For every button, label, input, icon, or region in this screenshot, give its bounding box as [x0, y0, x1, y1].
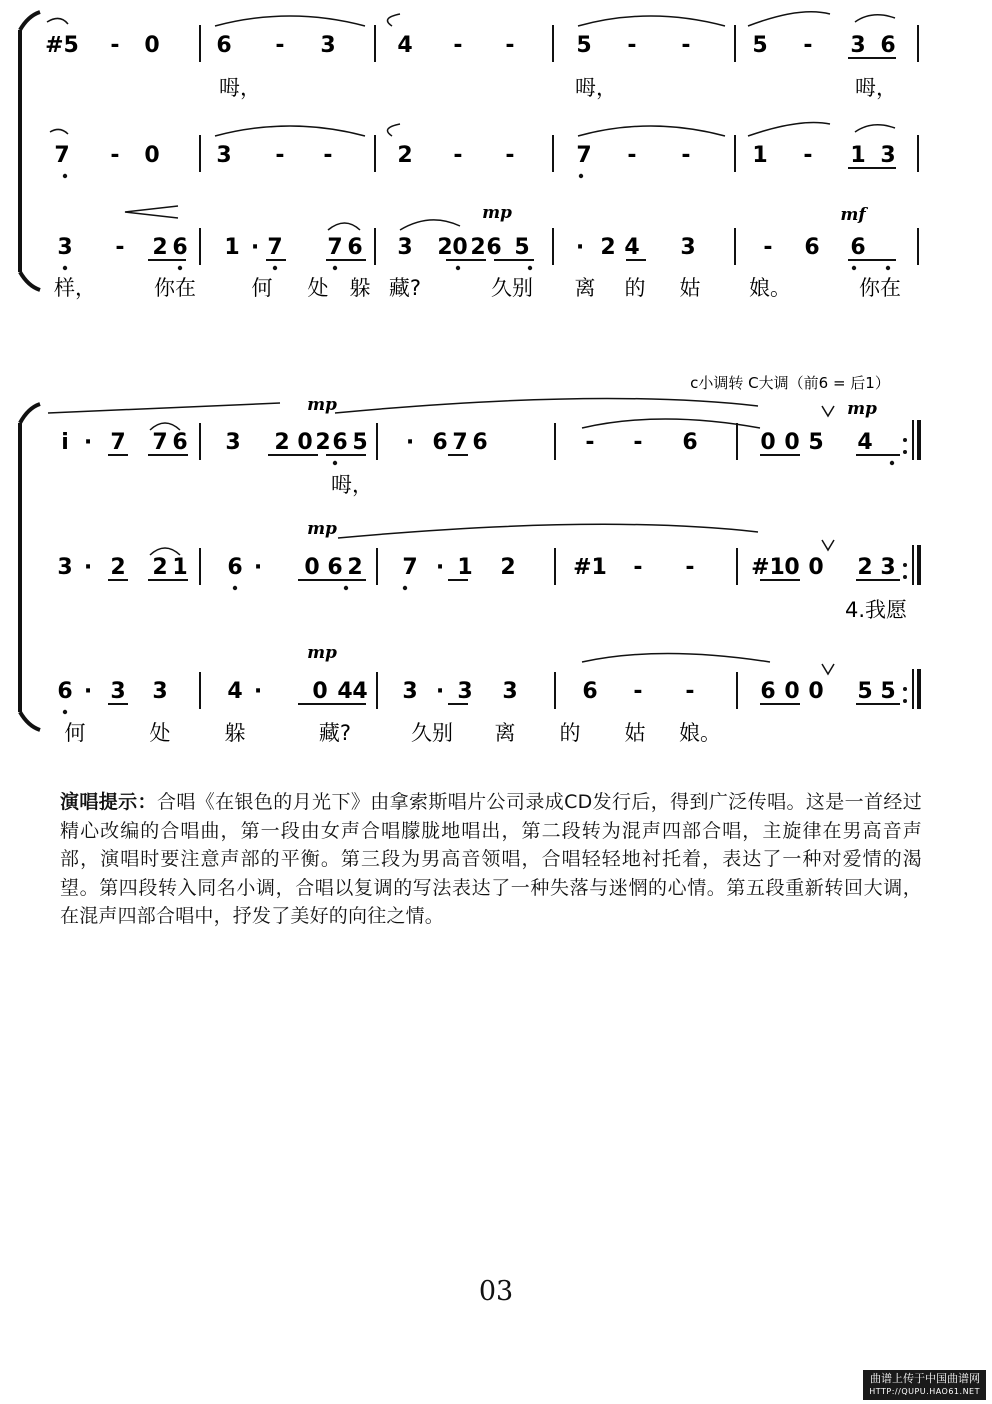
- key-change-note: c小调转 C大调（前6 = 后1）: [690, 374, 890, 392]
- s2-staff2-note-10: 7: [402, 555, 418, 580]
- s2-staff1-note-6: 2: [274, 430, 290, 455]
- s1-staff1-note-5: 3: [320, 33, 336, 58]
- s2-staff3-dynamic-0: mp: [307, 643, 337, 663]
- s1-staff1-note-1: -: [110, 33, 120, 58]
- s2-staff3-lyric-2: 躲: [224, 721, 246, 745]
- s1-staff3-note-1: -: [115, 235, 125, 260]
- s1-staff3-note-4: 1: [224, 235, 240, 260]
- s2-staff3-note-20: 5: [880, 679, 896, 704]
- s1-staff2-note-0: 7: [54, 143, 70, 168]
- tip-label: 演唱提示：: [60, 791, 157, 813]
- s2-staff2-note-8: 6: [327, 555, 343, 580]
- s1-staff3-note-17: 4: [624, 235, 640, 260]
- s1-staff3-note-7: 7: [327, 235, 343, 260]
- s1-staff1-note-7: -: [453, 33, 463, 58]
- s2-staff1-note-5: 3: [225, 430, 241, 455]
- s2-staff1-note-9: 6: [332, 430, 348, 455]
- s1-staff1-note-4: -: [275, 33, 285, 58]
- s2-staff1-note-19: 0: [784, 430, 800, 455]
- s1-staff3-note-19: -: [763, 235, 773, 260]
- s2-staff3-note-10: ·: [435, 679, 445, 704]
- s1-staff3-note-21: 6: [850, 235, 866, 260]
- s1-staff2-note-6: 2: [397, 143, 413, 168]
- s2-staff3-note-6: 0: [312, 679, 328, 704]
- s1-staff3-note-12: 2: [470, 235, 486, 260]
- s2-staff3-note-16: 6: [760, 679, 776, 704]
- s1-staff1-note-13: -: [803, 33, 813, 58]
- s2-staff1-note-4: 6: [172, 430, 188, 455]
- s1-staff2-note-14: 1: [850, 143, 866, 168]
- s2-staff2-note-0: 3: [57, 555, 73, 580]
- s2-staff1-note-16: -: [633, 430, 643, 455]
- s2-staff1-note-7: 0: [297, 430, 313, 455]
- s2-staff3-note-1: ·: [83, 679, 93, 704]
- tip-text: 合唱《在银色的月光下》由拿索斯唱片公司录成CD发行后，得到广泛传唱。这是一首经过精心改编的合唱曲，第一段由女声合唱朦胧地唱出，第二段转为混声四部合唱，主旋律在男高音声部，演唱时要注意声部的平衡。第三段为男高音领唱，合唱轻轻地衬托着，表达了一种对爱情的渴望。第四段转入同名小调，合唱以复调的写法表达了一种失落与迷惘的心情。第五段重新转回大调，在混声四部合唱中，抒发了美好的向往之情。: [60, 791, 922, 927]
- s1-staff1-note-6: 4: [397, 33, 413, 58]
- s1-staff3-dynamic-1: mf: [840, 205, 866, 225]
- s2-staff2-note-13: 2: [500, 555, 516, 580]
- s2-staff1-lyric-0: 呣，: [331, 473, 373, 497]
- s2-staff2-note-3: 2: [152, 555, 168, 580]
- s2-staff2-note-6: ·: [253, 555, 263, 580]
- page-number: 03: [478, 1276, 514, 1307]
- s1-staff3-note-2: 2: [152, 235, 168, 260]
- s2-staff3-note-5: ·: [253, 679, 263, 704]
- s1-staff2-note-13: -: [803, 143, 813, 168]
- s2-staff3-note-4: 4: [227, 679, 243, 704]
- s2-staff2-note-7: 0: [304, 555, 320, 580]
- s2-staff3-note-18: 0: [808, 679, 824, 704]
- s2-staff1-note-15: -: [585, 430, 595, 455]
- performance-tip: [60, 788, 922, 931]
- s2-staff3-note-9: 3: [402, 679, 418, 704]
- s1-staff3-lyric-0: 样，: [54, 276, 96, 300]
- s2-staff2-lyric-0: 4.我愿: [844, 598, 908, 622]
- s1-staff3-note-3: 6: [172, 235, 188, 260]
- s1-staff1-lyric-1: 呣，: [575, 76, 617, 100]
- s1-staff3-lyric-11: 你在: [859, 276, 901, 300]
- s2-staff1-dynamic-1: mp: [847, 399, 877, 419]
- s1-staff1-lyric-2: 呣，: [855, 76, 897, 100]
- s2-staff3-lyric-3: 藏?: [318, 721, 352, 745]
- s2-staff3-note-2: 3: [110, 679, 126, 704]
- s1-staff3-note-6: 7: [267, 235, 283, 260]
- s1-staff1-note-3: 6: [216, 33, 232, 58]
- s2-staff2-note-12: 1: [457, 555, 473, 580]
- s1-staff3-lyric-7: 离: [574, 276, 596, 300]
- s2-staff1-note-2: 7: [110, 430, 126, 455]
- s1-staff3-note-9: 3: [397, 235, 413, 260]
- s1-staff1-note-2: 0: [144, 33, 160, 58]
- s2-staff3-note-15: -: [685, 679, 695, 704]
- s2-staff3-note-19: 5: [857, 679, 873, 704]
- s1-staff3-note-11: 0: [452, 235, 468, 260]
- s1-staff3-lyric-5: 藏?: [388, 276, 422, 300]
- footer-url: HTTP://QUPU.HAO61.NET: [869, 1387, 980, 1396]
- s1-staff3-lyric-1: 你在: [154, 276, 196, 300]
- s1-staff3-note-0: 3: [57, 235, 73, 260]
- s1-staff1-note-12: 5: [752, 33, 768, 58]
- s1-staff2-note-3: 3: [216, 143, 232, 168]
- s1-staff3-note-13: 6: [486, 235, 502, 260]
- s2-staff2-note-9: 2: [347, 555, 363, 580]
- s2-staff3-note-12: 3: [502, 679, 518, 704]
- s1-staff1-note-14: 3: [850, 33, 866, 58]
- s2-staff1-note-21: 4: [857, 430, 873, 455]
- s1-staff3-lyric-10: 娘。: [749, 276, 791, 300]
- s2-staff3-note-13: 6: [582, 679, 598, 704]
- s1-staff2-note-15: 3: [880, 143, 896, 168]
- s2-staff1-note-13: 7: [452, 430, 468, 455]
- s1-staff3-lyric-2: 何: [251, 276, 273, 300]
- s2-staff3-lyric-8: 娘。: [679, 721, 721, 745]
- s2-staff2-note-17: #1: [751, 555, 785, 580]
- s2-staff1-note-14: 6: [472, 430, 488, 455]
- s2-staff3-lyric-1: 处: [149, 721, 171, 745]
- s2-staff2-note-2: 2: [110, 555, 126, 580]
- s1-staff2-note-10: -: [627, 143, 637, 168]
- s1-staff1-note-15: 6: [880, 33, 896, 58]
- s2-staff3-note-7: 4: [337, 679, 353, 704]
- s2-staff3-note-14: -: [633, 679, 643, 704]
- s2-staff1-note-12: 6: [432, 430, 448, 455]
- s1-staff3-note-10: 2: [437, 235, 453, 260]
- s2-staff1-dynamic-0: mp: [307, 395, 337, 415]
- s2-staff2-dynamic-0: mp: [307, 519, 337, 539]
- s2-staff3-lyric-4: 久别: [411, 721, 453, 745]
- site-footer: [863, 1370, 986, 1400]
- s1-staff2-note-8: -: [505, 143, 515, 168]
- s1-staff1-note-9: 5: [576, 33, 592, 58]
- s1-staff3-note-5: ·: [250, 235, 260, 260]
- s2-staff2-note-18: 0: [784, 555, 800, 580]
- s1-staff3-note-15: ·: [575, 235, 585, 260]
- s1-staff2-note-4: -: [275, 143, 285, 168]
- s2-staff3-note-8: 4: [352, 679, 368, 704]
- s2-staff2-note-21: 3: [880, 555, 896, 580]
- footer-line1: 曲谱上传于中国曲谱网: [870, 1372, 980, 1385]
- s2-staff2-note-16: -: [685, 555, 695, 580]
- s2-staff2-note-19: 0: [808, 555, 824, 580]
- s2-staff1-note-18: 0: [760, 430, 776, 455]
- s1-staff2-note-12: 1: [752, 143, 768, 168]
- s2-staff2-note-11: ·: [435, 555, 445, 580]
- s1-staff1-note-11: -: [681, 33, 691, 58]
- s2-staff3-note-0: 6: [57, 679, 73, 704]
- s2-staff2-note-20: 2: [857, 555, 873, 580]
- s2-staff3-lyric-7: 姑: [624, 721, 646, 745]
- s2-staff3-lyric-5: 离: [494, 721, 516, 745]
- s2-staff3-note-3: 3: [152, 679, 168, 704]
- s1-staff3-lyric-3: 处: [307, 276, 329, 300]
- s1-staff2-note-9: 7: [576, 143, 592, 168]
- s2-staff1-note-11: ·: [405, 430, 415, 455]
- s2-staff1-note-3: 7: [152, 430, 168, 455]
- s2-staff1-note-17: 6: [682, 430, 698, 455]
- s1-staff3-note-8: 6: [347, 235, 363, 260]
- s2-staff2-note-4: 1: [172, 555, 188, 580]
- s2-staff2-note-14: #1: [573, 555, 607, 580]
- s1-staff2-note-5: -: [323, 143, 333, 168]
- s1-staff3-dynamic-0: mp: [482, 203, 512, 223]
- s1-staff1-note-0: #5: [45, 33, 79, 58]
- s1-staff2-note-2: 0: [144, 143, 160, 168]
- s1-staff3-note-18: 3: [680, 235, 696, 260]
- s1-staff3-lyric-9: 姑: [679, 276, 701, 300]
- s2-staff1-note-1: ·: [83, 430, 93, 455]
- s1-staff2-note-7: -: [453, 143, 463, 168]
- s2-staff3-lyric-0: 何: [64, 721, 86, 745]
- s2-staff1-note-20: 5: [808, 430, 824, 455]
- s2-staff3-note-17: 0: [784, 679, 800, 704]
- s1-staff2-note-1: -: [110, 143, 120, 168]
- s2-staff1-note-0: i: [61, 430, 69, 455]
- s1-staff3-lyric-4: 躲: [349, 276, 371, 300]
- s1-staff1-note-10: -: [627, 33, 637, 58]
- s1-staff3-note-14: 5: [514, 235, 530, 260]
- s2-staff2-note-5: 6: [227, 555, 243, 580]
- s1-staff3-lyric-6: 久别: [491, 276, 533, 300]
- s2-staff3-lyric-6: 的: [559, 721, 581, 745]
- s2-staff1-note-10: 5: [352, 430, 368, 455]
- s1-staff3-note-16: 2: [600, 235, 616, 260]
- s1-staff3-lyric-8: 的: [624, 276, 646, 300]
- s2-staff2-note-1: ·: [83, 555, 93, 580]
- s1-staff2-note-11: -: [681, 143, 691, 168]
- s2-staff3-note-11: 3: [457, 679, 473, 704]
- s2-staff1-note-8: 2: [315, 430, 331, 455]
- s1-staff1-lyric-0: 呣，: [219, 76, 261, 100]
- s1-staff3-note-20: 6: [804, 235, 820, 260]
- s2-staff2-note-15: -: [633, 555, 643, 580]
- s1-staff1-note-8: -: [505, 33, 515, 58]
